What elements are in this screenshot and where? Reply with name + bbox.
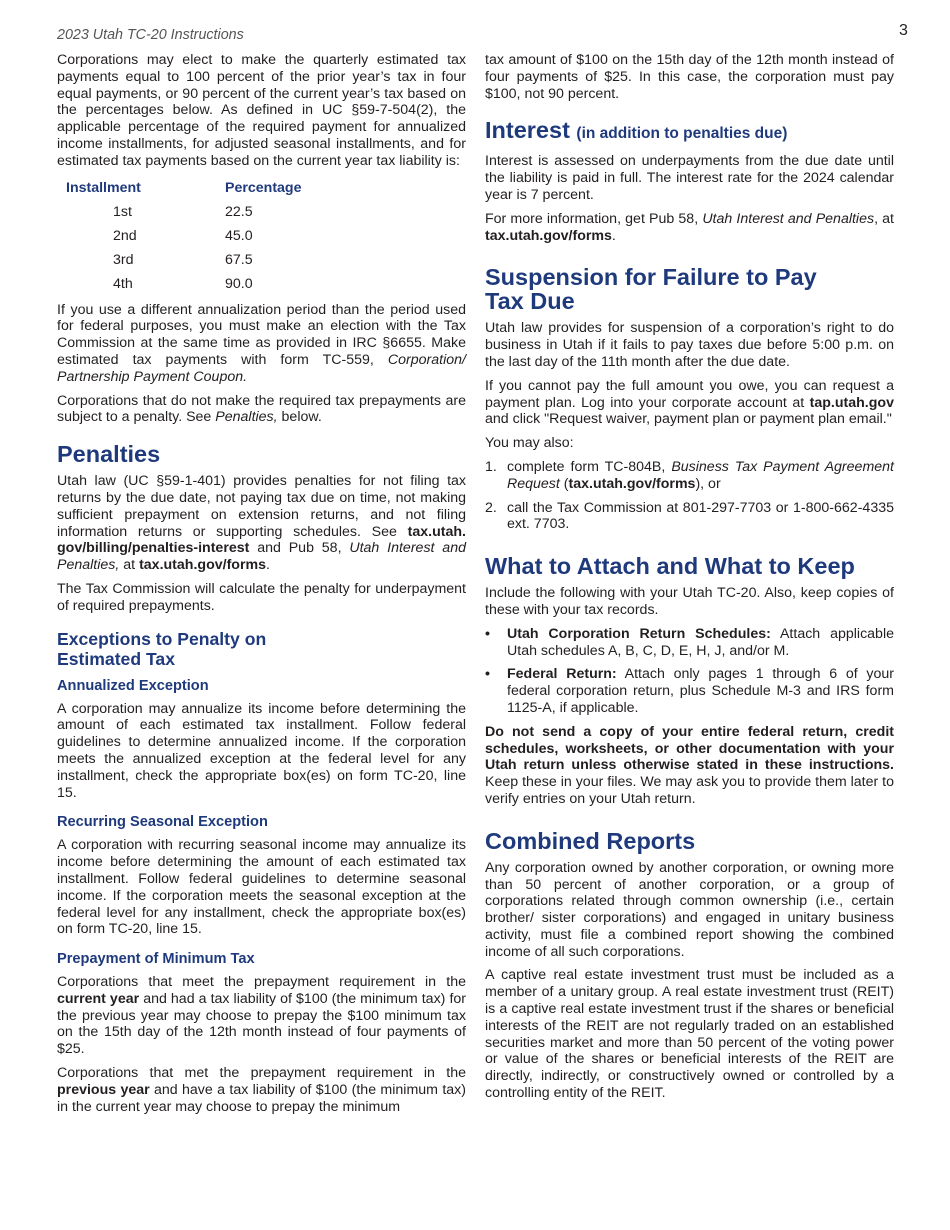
page-number: 3 (899, 22, 908, 39)
list-item: 1. complete form TC-804B, Business Tax Payment Agreement Request (tax.utah.gov/forms), or (485, 458, 894, 492)
estimated-tax-intro: Corporations may elect to make the quarterly estimated tax payments equal to 100 percent of the prior year’s tax in four equal payments, or 90 percent of the current year’s tax based on the percentages below. As defined in UC §59-7-504(2), the applicable percentage of the required payment for annualized income installments, for adjusted seasonal installments, and for estimated tax payments based on the current year tax liability is: (57, 52, 466, 169)
minimum-tax-heading: Prepayment of Minimum Tax (57, 951, 255, 968)
table-row (57, 225, 302, 249)
annualized-exception-text: A corporation may annualize its income before determining the amount of each estimated tax installment. Follow federal guidelines to determine annualized income. If the corporation meets the annualized exception at the federal level for any installment, check the appropriate box(es) on form TC-20, line 15. (57, 700, 466, 801)
tax-forms-link[interactable]: tax.utah.gov/forms (139, 557, 266, 574)
right-column (485, 52, 894, 1109)
percentage-cell: 67.5 (225, 252, 253, 269)
penalties-heading: Penalties (57, 441, 161, 468)
installment-cell: 1st (113, 204, 132, 221)
combined-reports-paragraph-2: A captive real estate investment trust must be included as a member of a unitary group. A real estate investment trust (REIT) is a captive real estate investment trust if the shares or beneficial interests of the REIT are not regularly traded on an established securities market and more than 50 percent of the voting power or value of the shares or beneficial interests of the REIT are directly, indirectly, or constructively owned or controlled by a controlling entity of the REIT. (485, 967, 894, 1102)
installment-table (57, 177, 302, 297)
running-header: 2023 Utah TC-20 Instructions (57, 27, 244, 43)
installment-column-header: Installment (66, 180, 141, 197)
percentage-cell: 45.0 (225, 228, 253, 245)
table-row (57, 201, 302, 225)
tax-forms-link[interactable]: tax.utah.gov/forms (568, 475, 696, 492)
combined-reports-heading: Combined Reports (485, 827, 696, 854)
payment-plan-paragraph: If you cannot pay the full amount you owe, you can request a payment plan. Log into your corporate account at tap.utah.gov and click "Request waiver, payment plan or payment plan email." (485, 377, 894, 428)
installment-table-header (57, 177, 302, 201)
minimum-tax-paragraph-2: Corporations that met the prepayment requirement in the previous year and have a tax liability of $100 (the minimum tax) in the current year may choose to prepay the minimum (57, 1065, 466, 1115)
minimum-tax-paragraph-1: Corporations that meet the prepayment requirement in the current year and had a tax liability of $100 (the minimum tax) for the previous year may choose to prepay the $100 minimum tax on the 15th day of the 12th month instead of four payments of $25. (57, 974, 466, 1058)
interest-more-info: For more information, get Pub 58, Utah Interest and Penalties, at tax.utah.gov/forms. (485, 210, 894, 244)
annualization-paragraph: If you use a different annualization period than the period used for federal purposes, you must make an election with the Tax Commission at the same time as provided in IRC §6655. Make estimated tax payments with form TC-559, Corporation/ Partnership Payment Coupon. (57, 301, 466, 385)
list-item: • Utah Corporation Return Schedules: Attach applicable Utah schedules A, B, C, D, E, H, J, and/or M. (485, 625, 894, 659)
attach-warning: Do not send a copy of your entire federal return, credit schedules, worksheets, or other documentation with your Utah return unless otherwise stated in these instructions. Keep these in your files. We may ask you to provide them later to verify entries on your Utah return. (485, 723, 895, 807)
attach-intro: Include the following with your Utah TC-20. Also, keep copies of these with your tax records. (485, 585, 894, 618)
penalties-interest-link[interactable]: tax.utah. gov/billing/penalties-interest (57, 523, 466, 557)
interest-heading: Interest (in addition to penalties due) (485, 117, 788, 144)
table-row (57, 273, 302, 297)
seasonal-exception-text: A corporation with recurring seasonal income may annualize its income before determining the amount of each estimated tax installment. Follow federal guidelines to determine seasonal income. If the corporation meets the seasonal exception at the federal level for any installment, check the appropriate box(es) on form TC-20, line 15. (57, 837, 466, 938)
attach-list (485, 626, 894, 717)
penalties-paragraph: Utah law (UC §59-1-401) provides penalties for not filing tax returns by the due date, not paying tax due on time, not making sufficient prepayment on extension returns, and not filing information returns or supporting schedules. See tax.utah. gov/billing/penalties-interest and Pub 58, Utah Interest and Penalties, at tax.utah.gov/forms. (57, 473, 466, 574)
list-item: • Federal Return: Attach only pages 1 through 6 of your federal corporation return, plus Schedule M-3 and IRS form 1125-A, if applicable. (485, 666, 894, 716)
percentage-column-header: Percentage (225, 180, 302, 197)
interest-paragraph: Interest is assessed on underpayments from the due date until the liability is paid in full. The interest rate for the 2024 calendar year is 7 percent. (485, 153, 894, 203)
annualized-exception-heading: Annualized Exception (57, 677, 209, 694)
installment-cell: 4th (113, 276, 133, 293)
list-item: 2. call the Tax Commission at 801-297-7703 or 1-800-662-4335 ext. 7703. (485, 499, 894, 533)
attach-keep-heading: What to Attach and What to Keep (485, 553, 855, 580)
combined-reports-paragraph-1: Any corporation owned by another corporation, or owning more than 50 percent of another corporation, or a group of corporations related through common ownership (i.e., certain brother/ sister corporations) and engaged in unitary business activity, must file a combined report showing the combined income of all such corporations. (485, 859, 894, 960)
you-may-also: You may also: (485, 435, 574, 452)
installment-cell: 3rd (113, 252, 134, 269)
bullet-icon: • (485, 625, 490, 642)
minimum-tax-continuation: tax amount of $100 on the 15th day of the 12th month instead of four payments of $25. In this case, the corporation must pay $100, not 90 percent. (485, 52, 894, 102)
table-row (57, 249, 302, 273)
suspension-heading: Suspension for Failure to Pay Tax Due (485, 264, 817, 315)
left-column (57, 52, 466, 1122)
exceptions-heading: Exceptions to Penalty on Estimated Tax (57, 628, 267, 669)
payment-coupon-form-title: Corporation/ Partnership Payment Coupon. (57, 351, 466, 385)
prepayment-penalty-paragraph: Corporations that do not make the required tax prepayments are subject to a penalty. See Penalties, below. (57, 392, 466, 426)
percentage-cell: 22.5 (225, 204, 253, 221)
tap-utah-link[interactable]: tap.utah.gov (809, 394, 894, 411)
bullet-icon: • (485, 666, 490, 683)
penalty-calculation-paragraph: The Tax Commission will calculate the penalty for underpayment of required prepayments. (57, 580, 466, 614)
percentage-cell: 90.0 (225, 276, 253, 293)
installment-cell: 2nd (113, 228, 137, 245)
tax-forms-link[interactable]: tax.utah.gov/forms (485, 227, 612, 244)
payment-options-list (485, 459, 894, 533)
seasonal-exception-heading: Recurring Seasonal Exception (57, 814, 268, 831)
suspension-paragraph: Utah law provides for suspension of a corporation’s right to do business in Utah if it fails to pay taxes due before 5:00 p.m. on the last day of the 11th month after the due date. (485, 320, 894, 370)
